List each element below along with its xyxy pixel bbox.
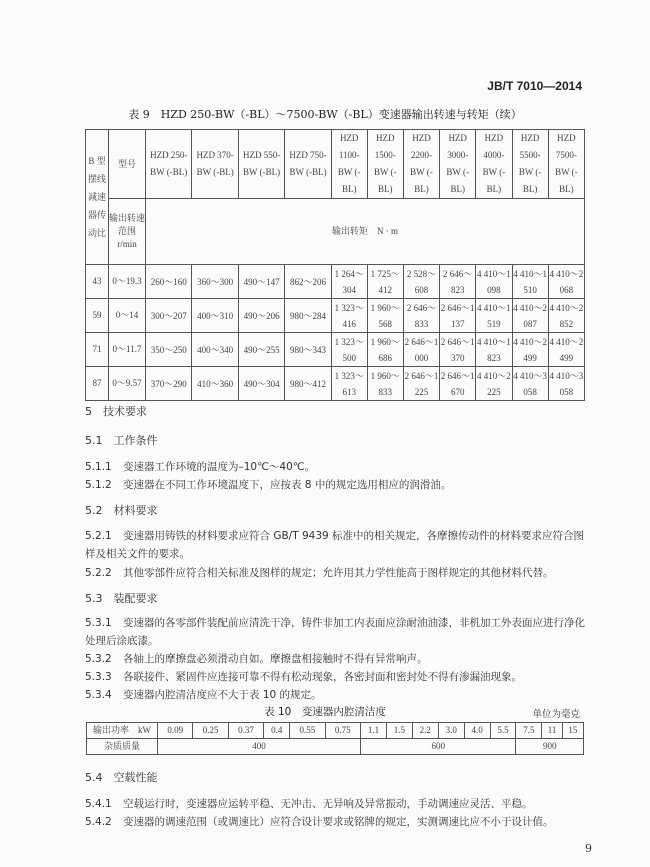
table-row	[86, 299, 585, 333]
clause-text: 变速器的调速范围（或调速比）应符合设计要求或铭牌的规定，实测调速比应不小于设计值。	[123, 816, 554, 828]
table-cell: 400	[158, 739, 361, 755]
table-row	[87, 723, 584, 739]
table-cell: 4 410～1 510	[512, 265, 548, 299]
table-cell: 980～412	[285, 367, 331, 401]
section-heading: 5.1 工作条件	[85, 434, 158, 447]
table9-caption: 表 9 HZD 250-BW（-BL）～7500-BW（-BL）变速器输出转速与转矩（续）	[128, 108, 522, 121]
table-cell: 型号	[109, 130, 146, 199]
table-cell: 2 646～1 000	[403, 333, 439, 367]
page-number: 9	[585, 842, 592, 855]
table-cell: 43	[86, 265, 109, 299]
table-header-row	[86, 130, 585, 199]
clause-text: 变速器工作环境的温度为–10℃～40℃。	[123, 461, 316, 473]
table-cell: 4 410～1 098	[476, 265, 512, 299]
table-cell: 1 725～412	[367, 265, 403, 299]
table-cell: 862～206	[285, 265, 331, 299]
table-cell: 4 410～2 087	[512, 299, 548, 333]
table-cell: 2 646～1 670	[440, 367, 476, 401]
clause-5.3.3	[85, 668, 590, 686]
clause-number: 5.2.1	[85, 530, 112, 542]
clause-text: 变速器的各零部件装配前应清洗干净，铸件非加工内表面应涂耐油油漆，非机加工外表面应进行净化处理后涂底漆。	[85, 617, 585, 647]
table-cell: HZD 750-BW (-BL)	[285, 130, 331, 199]
clause-5.4.1	[85, 795, 590, 813]
table-cell: 2 646～823	[440, 265, 476, 299]
table-cell: 490～147	[238, 265, 284, 299]
table-cell: 0.09	[158, 723, 193, 739]
table-cell: 4 410～2 068	[548, 265, 584, 299]
table-cell: 1.1	[361, 723, 387, 739]
clause-number: 5.3.4	[85, 689, 112, 701]
table-cell: 0.4	[264, 723, 290, 739]
table-cell: 4 410～2 499	[548, 333, 584, 367]
table-cell: 0～14	[109, 299, 146, 333]
table-cell: 3.0	[438, 723, 464, 739]
section-heading: 5.2 材料要求	[85, 504, 158, 517]
clause-5.4.2	[85, 813, 590, 831]
table-cell: 71	[86, 333, 109, 367]
table-cell: 11	[542, 723, 562, 739]
table-cell: HZD 7500-BW (-BL)	[548, 130, 584, 199]
table-cell: HZD 2200-BW (-BL)	[403, 130, 439, 199]
table-cell: 输出转速范围 r/min	[109, 199, 146, 265]
section-heading: 5 技术要求	[85, 405, 147, 418]
table-cell: HZD 370-BW (-BL)	[192, 130, 238, 199]
table-cell: 600	[361, 739, 516, 755]
clause-5.3.2	[85, 650, 590, 668]
clause-number: 5.1.2	[85, 479, 112, 491]
table-cell: 输出功率 kW	[87, 723, 158, 739]
table-cell: 1 960～568	[367, 299, 403, 333]
table-cell: 0.37	[228, 723, 263, 739]
table-cell: 2 646～1 370	[440, 333, 476, 367]
table-cell: 900	[516, 739, 584, 755]
table-cell: 4.0	[464, 723, 490, 739]
clause-5.1.1	[85, 458, 590, 476]
table-header-row	[86, 199, 585, 265]
table9	[85, 129, 585, 401]
clause-5.3.1	[85, 614, 590, 650]
clause-number: 5.1.1	[85, 461, 112, 473]
table-row	[86, 333, 585, 367]
table-cell: HZD 550-BW (-BL)	[238, 130, 284, 199]
table-cell: 370～290	[146, 367, 192, 401]
table-cell: 400～340	[192, 333, 238, 367]
table-cell: 2.2	[412, 723, 438, 739]
table-row	[87, 739, 584, 755]
clause-number: 5.2.2	[85, 567, 112, 579]
table-cell: 4 410～1 823	[476, 333, 512, 367]
clause-number: 5.3.3	[85, 671, 112, 683]
table-cell: 4 410～2 852	[548, 299, 584, 333]
table-cell: HZD 3000-BW (-BL)	[440, 130, 476, 199]
clause-number: 5.4.2	[85, 816, 112, 828]
clause-number: 5.3.1	[85, 617, 112, 629]
table-cell: 7.5	[516, 723, 542, 739]
table-cell: 490～206	[238, 299, 284, 333]
clause-text: 变速器在不同工作环境温度下，应按表 8 中的规定选用相应的润滑油。	[123, 479, 452, 491]
clause-text: 各联接件、紧固件应连接可靠不得有松动现象，各密封面和密封处不得有渗漏油现象。	[123, 671, 522, 683]
table-cell: 4 410～1 519	[476, 299, 512, 333]
clause-text: 变速器用铸铁的材料要求应符合 GB/T 9439 标准中的相关规定，各摩擦传动件的材料要求应符合图样及相关文件的要求。	[85, 530, 585, 560]
table-cell: 490～255	[238, 333, 284, 367]
table-cell: 400～310	[192, 299, 238, 333]
clause-5.2.1	[85, 527, 590, 563]
clause-text: 其他零部件应符合相关标准及图样的规定；允许用其力学性能高于图样规定的其他材料代替。	[123, 567, 554, 579]
table-cell: 输出转矩 N · m	[146, 199, 585, 265]
clause-5.3.4	[85, 686, 590, 704]
clause-5.1.2	[85, 476, 590, 494]
table-cell: HZD 5500-BW (-BL)	[512, 130, 548, 199]
table-cell: 4 410～2 499	[512, 333, 548, 367]
table-cell: 5.5	[490, 723, 516, 739]
table-cell: HZD 4000-BW (-BL)	[476, 130, 512, 199]
table-cell: 1 960～686	[367, 333, 403, 367]
table-row	[86, 367, 585, 401]
table-cell: 0.25	[193, 723, 228, 739]
table-cell: 1.5	[386, 723, 412, 739]
table-cell: 300～207	[146, 299, 192, 333]
table-cell: 杂质质量	[87, 739, 158, 755]
table-cell: 2 528～608	[403, 265, 439, 299]
table-cell: 59	[86, 299, 109, 333]
table-cell: 0.75	[325, 723, 360, 739]
table10-caption: 表 10 变速器内腔清洁度	[264, 706, 386, 718]
clause-text: 变速器内腔清洁度应不大于表 10 的规定。	[123, 689, 322, 701]
table-cell: HZD 1100-BW (-BL)	[331, 130, 367, 199]
table-cell: 2 646～833	[403, 299, 439, 333]
table-cell: 87	[86, 367, 109, 401]
table-cell: 360～300	[192, 265, 238, 299]
table-cell: 1 323～416	[331, 299, 367, 333]
table-cell: 4 410～3 058	[548, 367, 584, 401]
table-cell: 490～304	[238, 367, 284, 401]
table-cell: 980～284	[285, 299, 331, 333]
clause-number: 5.3.2	[85, 653, 112, 665]
table-cell: 1 264～304	[331, 265, 367, 299]
table-cell: 0～9.57	[109, 367, 146, 401]
table-cell: 0～11.7	[109, 333, 146, 367]
table-row	[86, 265, 585, 299]
table-cell: 1 323～613	[331, 367, 367, 401]
table10	[86, 722, 584, 755]
table-cell: B 型摆线减速器传动比	[86, 130, 109, 265]
table-cell: HZD 250-BW (-BL)	[146, 130, 192, 199]
table-cell: 4 410～2 225	[476, 367, 512, 401]
section-heading: 5.3 装配要求	[85, 592, 158, 605]
standard-number-header: JB/T 7010—2014	[487, 79, 582, 93]
table-cell: 0.55	[290, 723, 325, 739]
table-cell: 2 646～1 137	[440, 299, 476, 333]
table10-unit: 单位为毫克	[532, 709, 580, 720]
clause-text: 各轴上的摩擦盘必须滑动自如。摩擦盘相接触时不得有异常响声。	[123, 653, 428, 665]
section-heading: 5.4 空载性能	[85, 771, 158, 784]
table-cell: 260～160	[146, 265, 192, 299]
table-cell: 980～343	[285, 333, 331, 367]
table-cell: 0～19.3	[109, 265, 146, 299]
clause-number: 5.4.1	[85, 798, 112, 810]
clause-5.2.2	[85, 564, 590, 582]
table-cell: 15	[562, 723, 583, 739]
table-cell: 1 960～833	[367, 367, 403, 401]
table-cell: 2 646～1 225	[403, 367, 439, 401]
clause-text: 空载运行时，变速器应运转平稳、无冲击、无异响及异常振动，手动调速应灵活、平稳。	[123, 798, 533, 810]
table-cell: 1 323～500	[331, 333, 367, 367]
table-cell: 350～250	[146, 333, 192, 367]
table-cell: HZD 1500-BW (-BL)	[367, 130, 403, 199]
table-cell: 4 410～3 058	[512, 367, 548, 401]
table-cell: 410～360	[192, 367, 238, 401]
